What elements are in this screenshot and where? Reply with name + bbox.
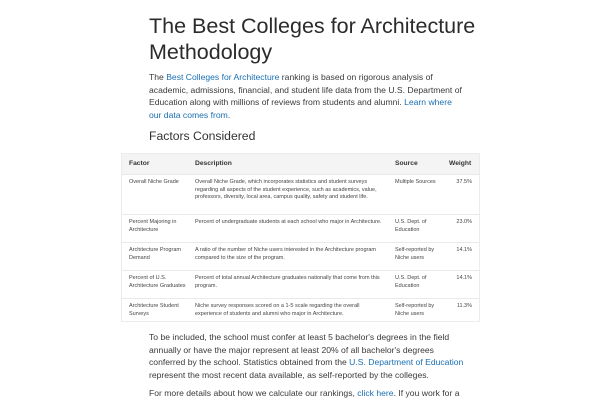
inclusion-criteria-paragraph <box>149 331 467 381</box>
header-source: Source <box>395 160 418 167</box>
para2-text-post: . If you work for a <box>393 388 460 398</box>
learn-data-sources-link[interactable]: Learn where our data comes from <box>149 97 452 120</box>
weight-cell: 11.3% <box>456 303 472 309</box>
description-cell: A ratio of the number of Niche users interested in the Architecture program compared to the size of the program. <box>195 247 376 261</box>
click-here-link[interactable]: click here <box>357 388 394 398</box>
para2-text-pre: For more details about how we calculate our rankings, <box>149 388 358 398</box>
table-row <box>122 214 479 242</box>
para1-text-post: represent the most recent data available, as self-reported by the colleges. <box>149 369 429 380</box>
table-row <box>122 174 479 214</box>
factors-table <box>121 153 480 322</box>
table-header-row <box>122 154 479 174</box>
table-row <box>122 242 479 270</box>
page-title: The Best Colleges for Architecture Methodology <box>149 14 476 64</box>
description-cell: Overall Niche Grade, which incorporates statistics and student surveys regarding all aspects of the student experience, such as academics, value, professors, diversity, local area, campus quality, safety and student life. <box>195 179 377 201</box>
intro-text-mid: ranking is based on rigorous analysis of academic, admissions, financial, and student life data from the U.S. Department of Education along with millions of reviews from students and alumni. <box>149 72 462 108</box>
description-cell: Niche survey responses scored on a 1-5 scale regarding the overall experience of students and alumni who major in Architecture. <box>195 303 360 317</box>
para1-text-pre: To be included, the school must confer at least 5 bachelor's degrees in the field annually or have the major represent at least 20% of all bachelor's degrees conferred by the school. Statistics obtained from the <box>149 332 450 368</box>
factor-cell: Overall Niche Grade <box>129 179 179 185</box>
source-link-us-dept-education[interactable]: U.S. Dept. of Education <box>395 219 427 233</box>
source-cell: Self-reported by Niche users <box>395 303 435 317</box>
header-factor: Factor <box>129 160 150 167</box>
description-cell: Percent of total annual Architecture graduates nationally that come from this program. <box>195 275 380 289</box>
weight-cell: 14.1% <box>456 275 472 281</box>
intro-text-pre: The <box>149 72 167 82</box>
more-details-paragraph <box>149 387 467 400</box>
source-link-multiple-sources[interactable]: Multiple Sources <box>395 179 436 185</box>
header-description: Description <box>195 160 232 167</box>
factor-cell: Percent of U.S. Architecture Graduates <box>129 275 186 289</box>
table-row <box>122 298 479 322</box>
us-department-of-education-link[interactable]: U.S. Department of Education <box>349 357 464 368</box>
source-link-us-dept-education[interactable]: U.S. Dept. of Education <box>395 275 427 289</box>
factor-cell: Architecture Program Demand <box>129 247 181 261</box>
factor-cell: Architecture Student Surveys <box>129 303 179 317</box>
best-colleges-architecture-link[interactable]: Best Colleges for Architecture <box>166 72 280 82</box>
table-row <box>122 270 479 298</box>
header-weight: Weight <box>449 160 472 167</box>
weight-cell: 37.5% <box>456 179 472 185</box>
intro-paragraph <box>149 71 465 121</box>
weight-cell: 14.1% <box>456 247 472 253</box>
factors-considered-heading: Factors Considered <box>149 129 256 143</box>
weight-cell: 23.0% <box>456 219 472 225</box>
description-cell: Percent of undergraduate students at each school who major in Architecture. <box>195 219 382 225</box>
source-cell: Self-reported by Niche users <box>395 247 435 261</box>
intro-text-post: . <box>227 109 231 120</box>
factor-cell: Percent Majoring in Architecture <box>129 219 177 233</box>
